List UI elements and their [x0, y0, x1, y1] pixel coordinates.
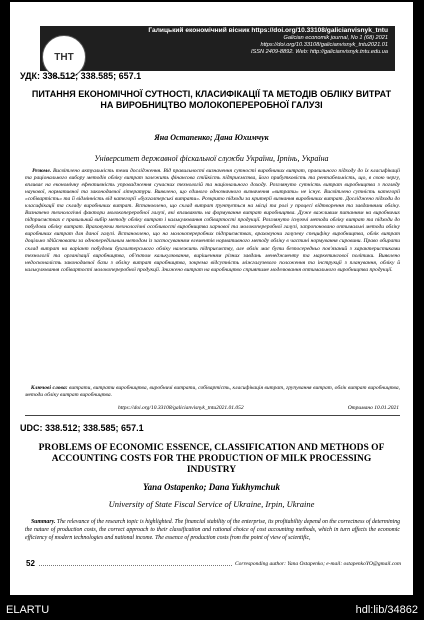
abstract-label-en: Summary.: [30, 519, 56, 525]
footer-leader: [39, 562, 232, 566]
keywords-ua: [25, 385, 400, 400]
authors-en: Yana Ostapenko; Dana Yukhymchuk: [143, 482, 280, 492]
journal-doi[interactable]: https://doi.org/10.33108/galicianvisnyk_tntu2021.01: [260, 42, 388, 49]
keywords-label-ua: Ключові слова:: [30, 385, 68, 391]
divider: [25, 415, 400, 416]
udc-en: UDC: 338.512; 338.585; 657.1: [20, 423, 144, 433]
abstract-text-ua: Висвітлено актуальність теми дослідження. Від правильності визначення сутності виробничих витрат, правильного підходу до їх класифікації та раціонального вибору методів обліку витрат залежить фінансова стійкість підприємства, його прибутковість та рентабельність, що, в свою чергу, впливає на економічну ефективність упровадження сучасних технологій та національного доходу. Розглянуто сутність витрат виробництва з погляду наукової, нормативної та законодавчої літератури. Виявлено, що єдиного однозначного визначення «витрати» не існує. Висвітлено сутність категорії «собівартість» та її відмінність від категорії «бухгалтерські витрати». Розкрито підходи за критерії визнання виробничих витрат. Досліджено підходи до класифікації та складу виробничих витрат. Встановлено, що склад витрат ґрунтується на місці та ролі у процесі відтворення та завданнями обліку. Визначено технологічні фактори молокопереробної галузі, які впливають на формування витрат виробництва. Дуже важливим питанням на виробничих підприємствах є правильний вибір методу обліку витрат і калькулювання собівартості продукції. Розглянуто існуючі методи обліку витрат та підходи до побудови обліку витрат. Враховуючи технологічні особливості виробництва харчової та молокопереробної галузі, запропоновано оптимальні методи обліку виробничих витрат для даної галузі. Встановлено, що на молокопереробних підприємствах, враховуючи галузеву специфіку виробництва, облік витрат доцільно здійснювати за однопередільним методом із застосуванням елементів нормативного методу обліку в частині нормування сировини. Право обирати склад витрат на варіант побудови бухгалтерського обліку належить підприємству, але облік має бути безпосередньо пов'язаний з характеристиками технології та організації виробництва, об'єктом калькулювання, вирішенням різних завдань менеджменту та маркетингової політики. Виявлено недосконалість законодавчої бази з обліку витрат виробництва, зокрема відсутність міжгалузевого положення та інструкції з планування, обліку й калькулювання собівартості молокопереробної продукції. Знижено витрат на виробництво сприятиме моделювання оптимального виробництва продукції.: [25, 168, 400, 273]
watermark-left: ELARTU: [6, 604, 50, 616]
journal-title: Галицький економічний вісник https://doi.org/10.33108/galicianvisnyk_tntu: [148, 27, 388, 34]
abstract-ua: [25, 168, 400, 386]
affiliation-en: University of State Fiscal Service of Ukraine, Irpin, Ukraine: [108, 499, 315, 509]
document-page: [10, 2, 413, 595]
journal-issn: ISSN 2409-8892. Web: http://galicianvisnyk.tntu.edu.ua: [250, 49, 388, 56]
page-number: 52: [26, 559, 35, 568]
watermark-right: hdl:lib/34862: [355, 604, 418, 616]
article-title-en: PROBLEMS OF ECONOMIC ESSENCE, CLASSIFICATION AND METHODS OF ACCOUNTING COSTS FOR THE PRODUCTION OF MILK PROCESSING INDUSTRY: [38, 443, 385, 475]
article-title-ua: ПИТАННЯ ЕКОНОМІЧНОЇ СУТНОСТІ, КЛАСИФІКАЦІЇ ТА МЕТОДІВ ОБЛІКУ ВИТРАТ НА ВИРОБНИЦТВО МОЛОКОПЕРЕРОБНОЇ ГАЛУЗІ: [31, 89, 392, 110]
affiliation-ua: Університет державної фіскальної служби України, Ірпінь, Україна: [94, 154, 329, 163]
journal-logo: ТНТ: [42, 35, 86, 79]
keywords-text-ua: витрати, витрати виробництва, виробничі витрати, собівартість, класифікація витрат, групування витрат, облік витрат виробництва, методи обліку витрат виробництва.: [25, 385, 400, 399]
abstract-en: [25, 518, 400, 554]
page-footer: [26, 559, 401, 568]
abstract-text-en: The relevance of the research topic is highlighted. The financial stability of the enterprise, its profitability depend on the correctness of determining the nature of production costs, the correct approach to their classification and rational choice of cost accounting methods, which in turn affects the economic efficiency of modern technologies and national income. The essence of production costs from the point of view of scientific,: [25, 519, 400, 541]
journal-header: [40, 26, 395, 71]
received-date: Отримано 10.01.2021: [347, 405, 399, 411]
article-doi-ua[interactable]: https://doi.org/10.33108/galicianvisnyk_tntu2021.01.052: [118, 405, 244, 411]
journal-subtitle: Galician economik journal, No 1 (68) 2021: [283, 35, 388, 41]
udc-ua: УДК: 338.512; 338.585; 657.1: [20, 71, 142, 81]
corresponding-author: Corresponding author: Yana Ostapenko; e-mail: ostapenkoYO@gmail.com: [235, 560, 401, 567]
abstract-label-ua: Резюме.: [32, 168, 52, 174]
authors-ua: Яна Остапенко; Дана Юхимчук: [154, 133, 269, 142]
